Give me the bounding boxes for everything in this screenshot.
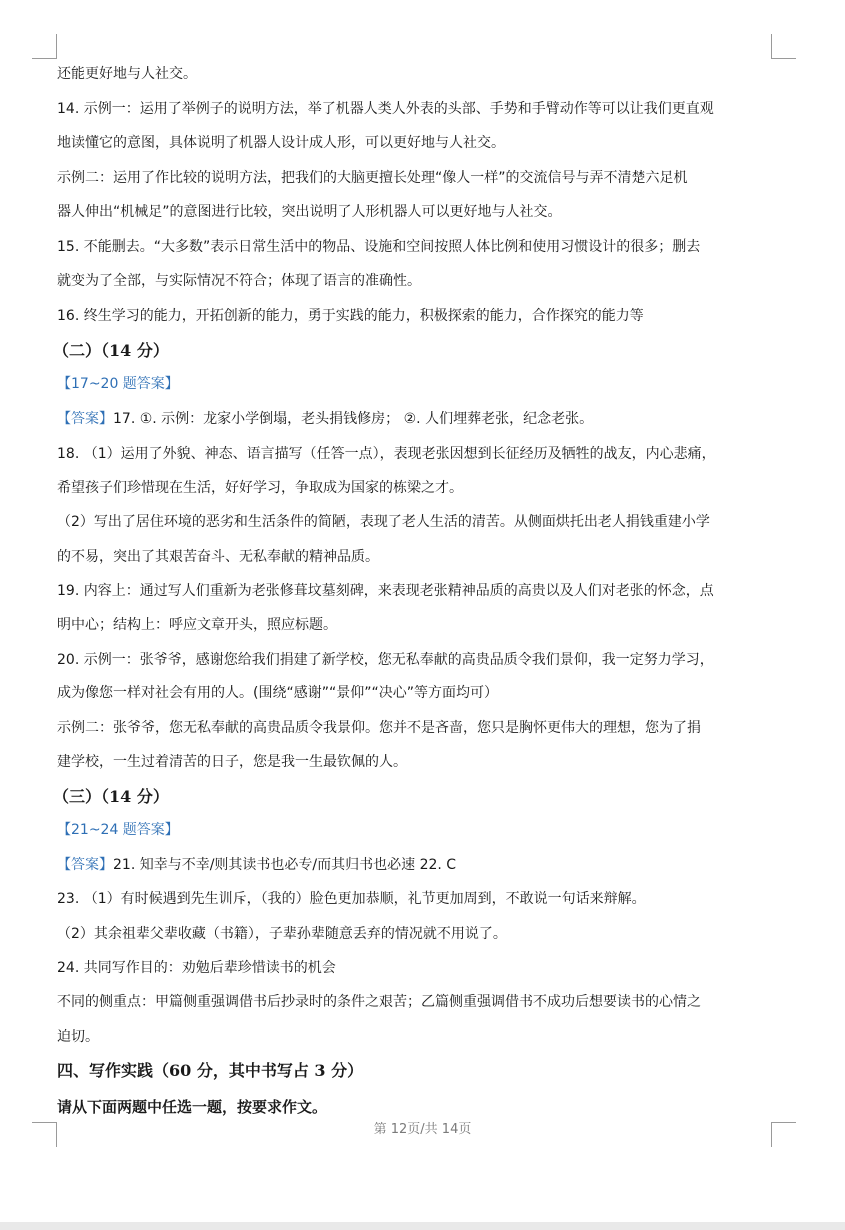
- section-heading-4: 四、写作实践（60 分，其中书写占 3 分）: [57, 1061, 364, 1080]
- crop-mark-top-right: [771, 34, 796, 59]
- text-line: 建学校，一生过着清苦的日子，您是我一生最钦佩的人。: [57, 754, 407, 770]
- text-line: 示例二：运用了作比较的说明方法，把我们的大脑更擅长处理“像人一样”的交流信号与弄不清楚六足机: [57, 170, 688, 186]
- text-line: 迫切。: [57, 1029, 99, 1045]
- answer-tag: 【答案】: [57, 857, 113, 873]
- text-line: 地读懂它的意图，具体说明了机器人设计成人形，可以更好地与人社交。: [57, 135, 505, 151]
- answer-18-line: 18. （1）运用了外貌、神态、语言描写（任答一点），表现老张因想到长征经历及牺牲的战友，内心悲痛，: [57, 446, 716, 462]
- text-line: 希望孩子们珍惜现在生活，好好学习，争取成为国家的栋梁之才。: [57, 480, 463, 496]
- answer-15-line: 15. 不能删去。“大多数”表示日常生活中的物品、设施和空间按照人体比例和使用习惯设计的很多；删去: [57, 239, 701, 255]
- text-line: 就变为了全部，与实际情况不符合；体现了语言的准确性。: [57, 273, 421, 289]
- page-number: 第 12页/共 14页: [373, 1122, 472, 1137]
- answer-19-line: 19. 内容上：通过写人们重新为老张修葺坟墓刻碑，来表现老张精神品质的高贵以及人们对老张的怀念，点: [57, 583, 714, 599]
- answer-20-line: 20. 示例一：张爷爷，感谢您给我们捐建了新学校，您无私奉献的高贵品质令我们景仰，我一定努力学习，: [57, 652, 714, 668]
- answer-24-line: 24. 共同写作目的：劝勉后辈珍惜读书的机会: [57, 960, 336, 976]
- section-heading-3: （三）（14 分）: [53, 787, 169, 806]
- text-line: （2）写出了居住环境的恶劣和生活条件的简陋，表现了老人生活的清苦。从侧面烘托出老人捐钱重建小学: [57, 514, 710, 530]
- text-line: 成为像您一样对社会有用的人。(围绕“感谢”“景仰”“决心”等方面均可）: [57, 685, 498, 701]
- answer-23-line: 23. （1）有时候遇到先生训斥，（我的）脸色更加恭顺，礼节更加周到，不敢说一句话来辩解。: [57, 891, 646, 907]
- answer-17-line: [57, 409, 787, 429]
- viewer-bottom-edge: [0, 1222, 845, 1230]
- answer-group-label: 【21~24 题答案】: [57, 822, 179, 838]
- text-line: 还能更好地与人社交。: [57, 66, 197, 82]
- text-line: 的不易，突出了其艰苦奋斗、无私奉献的精神品质。: [57, 549, 379, 565]
- text-line: 明中心；结构上：呼应文章开头，照应标题。: [57, 617, 337, 633]
- answer-16-line: 16. 终生学习的能力，开拓创新的能力，勇于实践的能力，积极探索的能力，合作探究的能力等: [57, 308, 644, 324]
- text-line: 器人伸出“机械足”的意图进行比较，突出说明了人形机器人可以更好地与人社交。: [57, 204, 562, 220]
- answer-group-label: 【17~20 题答案】: [57, 376, 179, 392]
- answer-17-text: 17. ①. 示例：龙家小学倒塌，老头捐钱修房； ②. 人们埋葬老张，纪念老张。: [113, 411, 594, 427]
- section-heading-2: （二）（14 分）: [53, 341, 169, 360]
- crop-mark-top-left: [32, 34, 57, 59]
- text-line: 示例二：张爷爷，您无私奉献的高贵品质令我景仰。您并不是吝啬，您只是胸怀更伟大的理想，您为了捐: [57, 720, 701, 736]
- answer-21-text: 21. 知幸与不幸/则其读书也必专/而其归书也必速 22. C: [113, 857, 457, 873]
- text-line: （2）其余祖辈父辈收藏（书籍），子辈孙辈随意丢弃的情况就不用说了。: [57, 926, 507, 942]
- answer-21-line: [57, 855, 787, 875]
- writing-instruction: 请从下面两题中任选一题，按要求作文。: [57, 1098, 328, 1116]
- answer-tag: 【答案】: [57, 411, 113, 427]
- answer-14-line: 14. 示例一：运用了举例子的说明方法，举了机器人类人外表的头部、手势和手臂动作等可以让我们更直观: [57, 101, 714, 117]
- text-line: 不同的侧重点：甲篇侧重强调借书后抄录时的条件之艰苦；乙篇侧重强调借书不成功后想要读书的心情之: [57, 994, 701, 1010]
